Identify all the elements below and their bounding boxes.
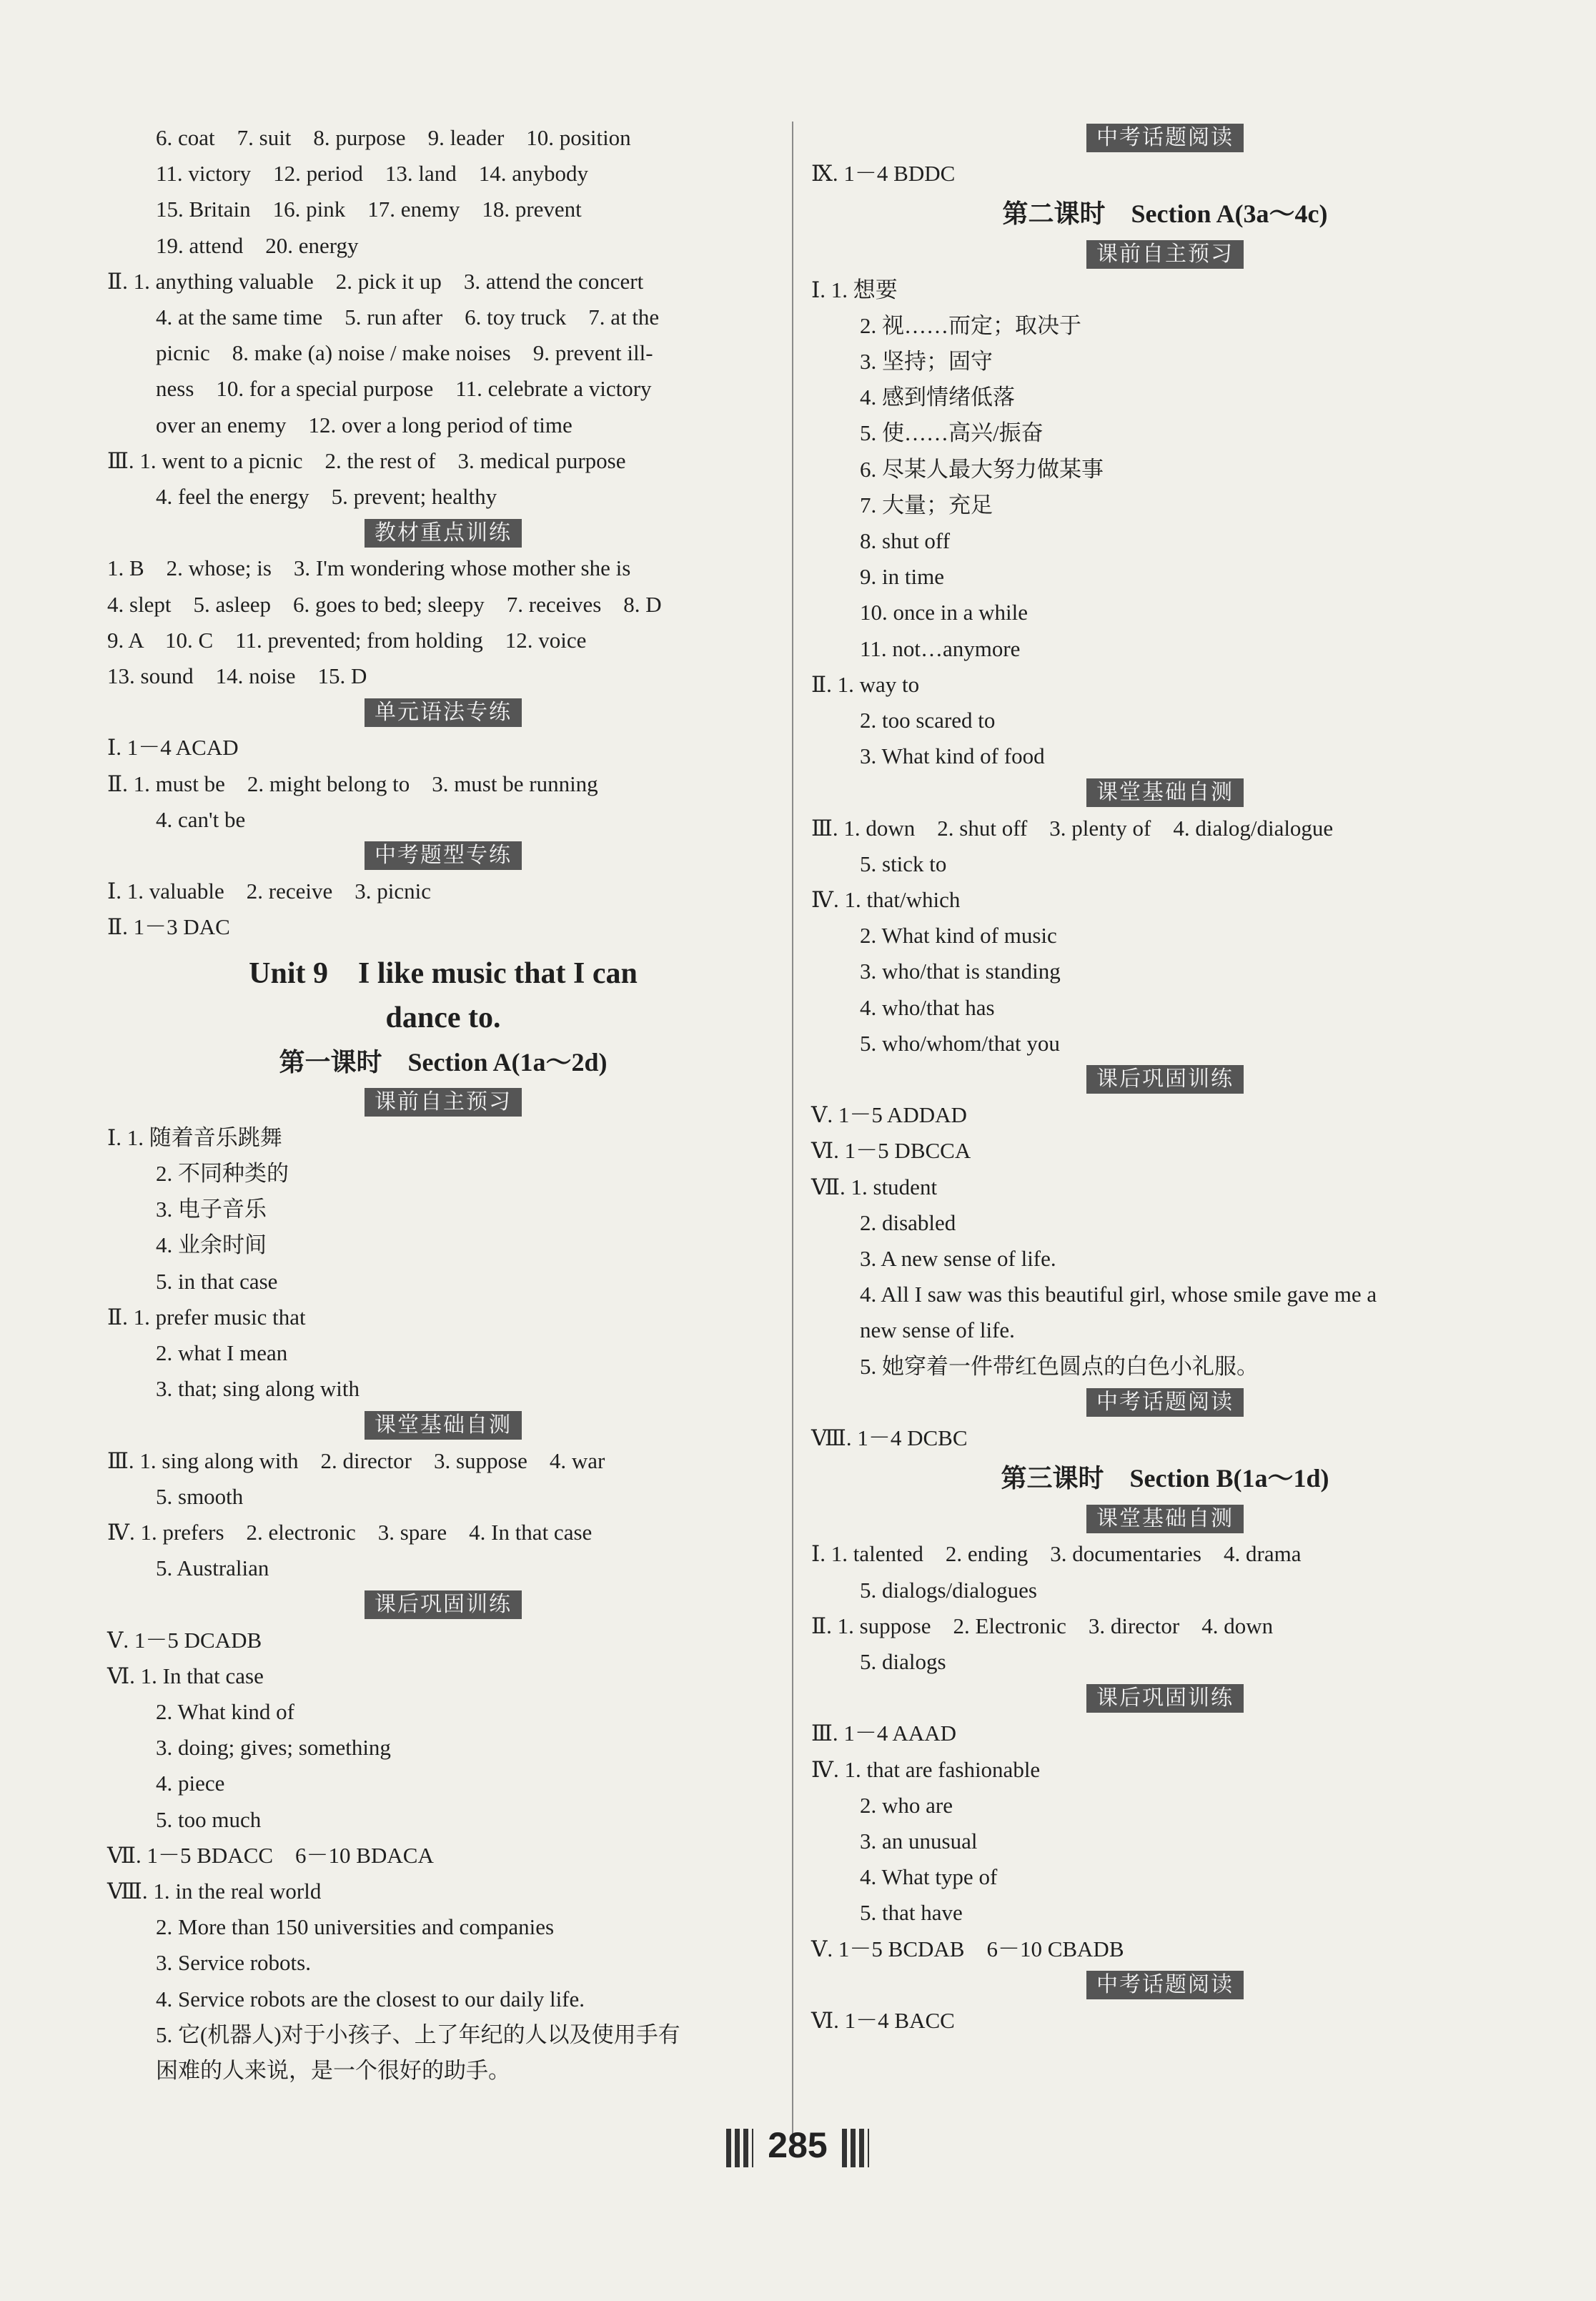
answer-line: 2. 视……而定；取决于 [860, 312, 1081, 338]
answer-line: 4. can't be [156, 806, 246, 832]
answer-line: 4. What type of [860, 1864, 998, 1890]
answer-line: 2. What kind of [156, 1699, 295, 1725]
answer-line: 2. 不同种类的 [156, 1161, 289, 1187]
answer-line: Ⅷ. 1－4 DCBC [811, 1425, 968, 1451]
answer-line: 5. in that case [156, 1268, 278, 1294]
answer-line: 2. What kind of music [860, 923, 1057, 949]
unit-title-line1: Unit 9 I like music that I can [249, 956, 638, 990]
answer-line: 15. Britain 16. pink 17. enemy 18. prevent [156, 197, 582, 222]
section-banner: 课后巩固训练 [1086, 1684, 1244, 1713]
answer-line: 3. Service robots. [156, 1950, 311, 1976]
answer-line: Ⅷ. 1. in the real world [107, 1879, 322, 1904]
section-banner: 课后巩固训练 [1086, 1065, 1244, 1094]
answer-line: 11. victory 12. period 13. land 14. anybody [156, 161, 588, 187]
answer-line: 5. too much [156, 1806, 262, 1832]
answer-line: 3. doing; gives; something [156, 1735, 391, 1761]
left-column [107, 120, 779, 2089]
answer-line: 4. who/that has [860, 994, 995, 1020]
answer-line: Ⅳ. 1. that are fashionable [811, 1756, 1041, 1782]
answer-line: Ⅱ. 1. suppose 2. Electronic 3. director 4. down [811, 1613, 1274, 1638]
answer-line: Ⅲ. 1. went to a picnic 2. the rest of 3. medical purpose [107, 447, 626, 473]
answer-line: Ⅳ. 1. that/which [811, 887, 961, 913]
answer-line: Ⅶ. 1. student [811, 1174, 938, 1199]
answer-line: Ⅴ. 1－5 DCADB [107, 1627, 262, 1653]
lesson-title: 第一课时 Section A(1a～2d) [279, 1047, 608, 1077]
answer-line: 10. once in a while [860, 600, 1029, 625]
answer-line: 4. All I saw was this beautiful girl, whose smile gave me a [860, 1282, 1377, 1307]
section-banner: 中考话题阅读 [1086, 1388, 1244, 1417]
answer-line: 3. 坚持；固守 [860, 348, 993, 374]
answer-line: Ⅵ. 1. In that case [107, 1663, 264, 1688]
answer-line: 5. who/whom/that you [860, 1030, 1060, 1056]
answer-line: Ⅸ. 1－4 BDDC [811, 161, 956, 187]
answer-line: Ⅴ. 1－5 ADDAD [811, 1102, 967, 1128]
answer-line: 5. dialogs [860, 1649, 946, 1675]
section-banner: 中考话题阅读 [1086, 1971, 1244, 1999]
answer-line: 5. Australian [156, 1555, 269, 1581]
answer-line: 3. an unusual [860, 1829, 978, 1854]
answer-line: 2. who are [860, 1792, 953, 1818]
answer-line: 1. B 2. whose; is 3. I'm wondering whose mother she is [107, 555, 631, 581]
answer-line: Ⅱ. 1. anything valuable 2. pick it up 3. attend the concert [107, 268, 644, 294]
answer-line: 5. dialogs/dialogues [860, 1577, 1037, 1603]
answer-line: Ⅱ. 1. way to [811, 671, 920, 697]
answer-line: 2. More than 150 universities and companies [156, 1914, 555, 1940]
section-banner: 课前自主预习 [1086, 240, 1244, 269]
answer-line: 2. what I mean [156, 1340, 288, 1366]
answer-line: Ⅵ. 1－4 BACC [811, 2008, 955, 2034]
answer-line: Ⅰ. 1－4 ACAD [107, 735, 239, 761]
section-banner: 中考题型专练 [365, 841, 522, 870]
answer-line: 4. 感到情绪低落 [860, 385, 1015, 410]
page-number-bars-left [726, 2129, 753, 2167]
answer-line: 6. coat 7. suit 8. purpose 9. leader 10. position [156, 125, 631, 150]
answer-line: 困难的人来说，是一个很好的助手。 [156, 2058, 510, 2084]
answer-line: 5. stick to [860, 851, 947, 876]
answer-line: 5. 它(机器人)对于小孩子、上了年纪的人以及使用手有 [156, 2022, 680, 2047]
answer-line: 4. feel the energy 5. prevent; healthy [156, 484, 497, 510]
answer-line: 3. 电子音乐 [156, 1197, 267, 1222]
answer-line: Ⅰ. 1. 想要 [811, 277, 898, 302]
answer-line: 8. shut off [860, 528, 951, 553]
answer-line: ness 10. for a special purpose 11. celebrate a victory [156, 376, 652, 402]
answer-line: Ⅰ. 1. valuable 2. receive 3. picnic [107, 879, 431, 904]
answer-line: 4. slept 5. asleep 6. goes to bed; sleepy 7. receives 8. D [107, 591, 662, 617]
answer-line: Ⅵ. 1－5 DBCCA [811, 1138, 971, 1164]
answer-line: Ⅰ. 1. talented 2. ending 3. documentaries 4. drama [811, 1541, 1302, 1567]
lesson-title: 第三课时 Section B(1a～1d) [1001, 1464, 1329, 1493]
column-divider [792, 122, 793, 2144]
answer-line: 4. piece [156, 1771, 225, 1796]
answer-line: 3. A new sense of life. [860, 1246, 1056, 1272]
answer-line: Ⅲ. 1. sing along with 2. director 3. suppose 4. war [107, 1448, 605, 1473]
answer-block [107, 120, 779, 264]
section-banner: 课前自主预习 [365, 1088, 522, 1117]
lesson-title: 第二课时 Section A(3a～4c) [1002, 199, 1328, 229]
answer-line: 5. that have [860, 1900, 963, 1926]
answer-line: 9. in time [860, 564, 944, 590]
answer-line: 2. too scared to [860, 708, 996, 733]
page-number [726, 2122, 869, 2173]
answer-line: 2. disabled [860, 1209, 956, 1235]
answer-line: 6. 尽某人最大努力做某事 [860, 456, 1104, 482]
answer-line: 3. who/that is standing [860, 959, 1061, 984]
page-number-bars-right [842, 2129, 869, 2167]
answer-line: 5. smooth [156, 1483, 244, 1509]
answer-line: Ⅲ. 1. down 2. shut off 3. plenty of 4. dialog/dialogue [811, 815, 1334, 841]
answer-line: 4. Service robots are the closest to our daily life. [156, 1986, 585, 2011]
section-banner: 课后巩固训练 [365, 1590, 522, 1619]
answer-line: Ⅱ. 1. must be 2. might belong to 3. must be running [107, 771, 598, 796]
section-banner: 教材重点训练 [365, 519, 522, 548]
answer-line: 11. not…anymore [860, 635, 1021, 661]
answer-line: 13. sound 14. noise 15. D [107, 663, 367, 689]
section-banner: 课堂基础自测 [1086, 778, 1244, 807]
answer-line: Ⅲ. 1－4 AAAD [811, 1721, 956, 1746]
answer-line: Ⅰ. 1. 随着音乐跳舞 [107, 1124, 282, 1150]
answer-line: picnic 8. make (a) noise / make noises 9. prevent ill- [156, 340, 653, 366]
answer-line: 9. A 10. C 11. prevented; from holding 12. voice [107, 627, 587, 653]
answer-line: 7. 大量；充足 [860, 492, 993, 518]
page-number-text: 285 [768, 2125, 828, 2165]
answer-line: Ⅳ. 1. prefers 2. electronic 3. spare 4. In that case [107, 1520, 593, 1545]
section-banner: 中考话题阅读 [1086, 124, 1244, 152]
section-banner: 单元语法专练 [365, 698, 522, 727]
answer-line: 19. attend 20. energy [156, 232, 359, 258]
answer-line: 3. What kind of food [860, 743, 1045, 769]
answer-line: 4. 业余时间 [156, 1232, 267, 1258]
unit-title-line2: dance to. [385, 1001, 501, 1034]
answer-line: new sense of life. [860, 1317, 1015, 1343]
answer-line: 5. 她穿着一件带红色圆点的白色小礼服。 [860, 1353, 1259, 1379]
answer-line: 3. that; sing along with [156, 1376, 360, 1402]
answer-line: Ⅴ. 1－5 BCDAB 6－10 CBADB [811, 1936, 1124, 1961]
answer-line: over an enemy 12. over a long period of time [156, 412, 573, 437]
right-column [811, 120, 1519, 2039]
answer-line: Ⅶ. 1－5 BDACC 6－10 BDACA [107, 1842, 434, 1868]
answer-line: Ⅱ. 1. prefer music that [107, 1304, 306, 1330]
answer-line: Ⅱ. 1－3 DAC [107, 914, 230, 940]
answer-line: 4. at the same time 5. run after 6. toy truck 7. at the [156, 305, 660, 330]
section-banner: 课堂基础自测 [1086, 1505, 1244, 1533]
section-banner: 课堂基础自测 [365, 1411, 522, 1440]
answer-line: 5. 使……高兴/振奋 [860, 420, 1044, 446]
